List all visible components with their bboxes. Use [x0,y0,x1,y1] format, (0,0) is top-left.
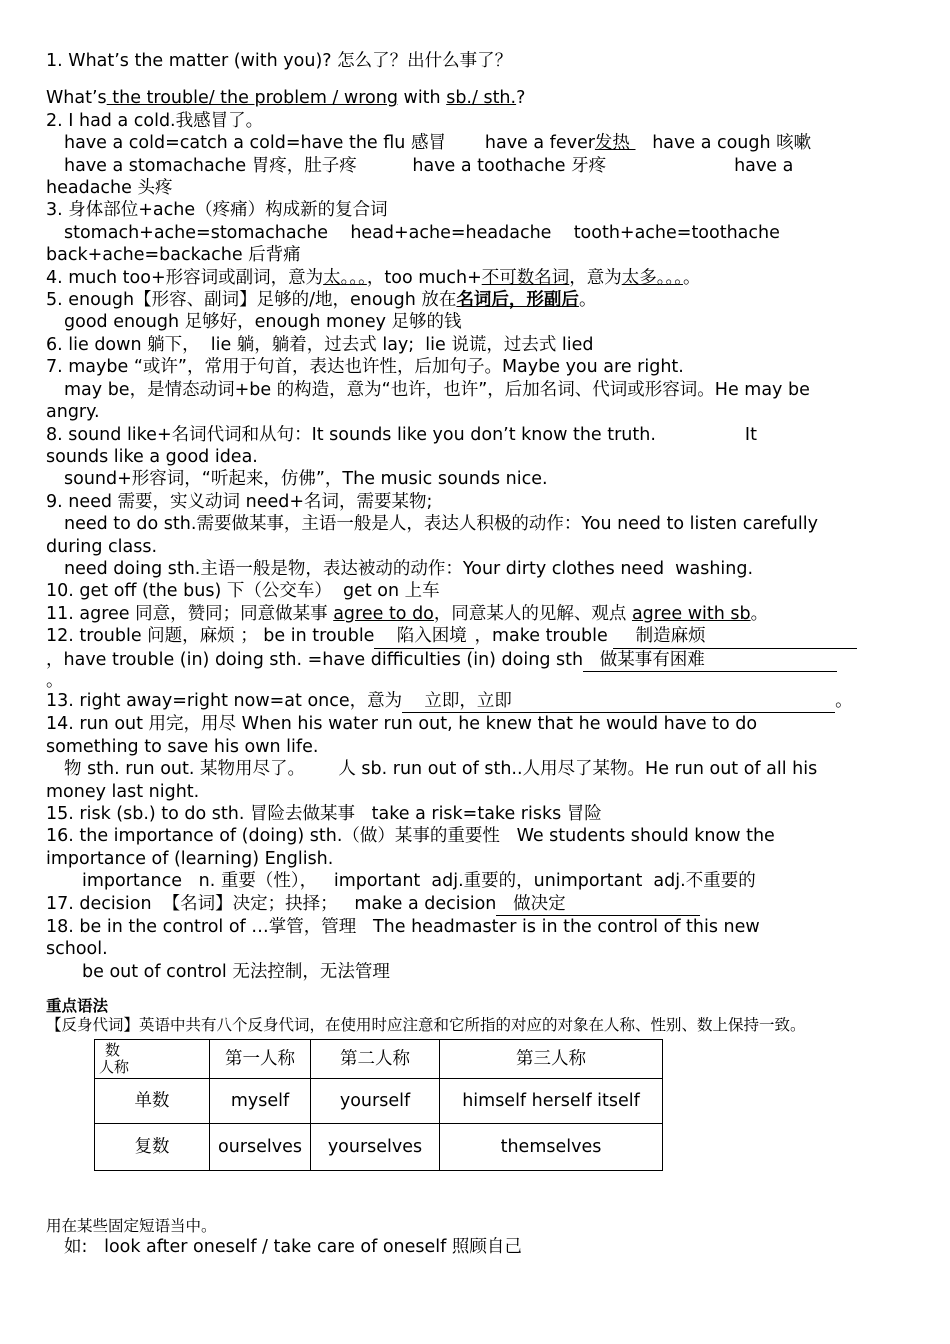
item-18-out: be out of control 无法控制，无法管理 [82,961,390,982]
item-14-usage: 物 sth. run out. 某物用尽了。 人 sb. run out of sth..人用尽了某物。He run out of all his [64,759,818,780]
item-7: 7. maybe “或许”，常用于句首，表达也许性，后加句子。Maybe you are right. [46,357,684,378]
item-9-passive: need doing sth.主语一般是物，表达被动的动作：Your dirty clothes need washing. [64,558,754,579]
item-17: 17. decision 【名词】决定；抉择； make a decision 做决定 [46,893,906,916]
item-5-examples: good enough 足够好，enough money 足够的钱 [64,312,462,333]
footer-example: 如: look after oneself / take care of oneself 照顾自己 [64,1237,522,1258]
item-1: 1. What’s the matter (with you)? 怎么了？出什么事了？ [46,51,513,71]
item-12-end: 。 [46,670,64,691]
grammar-heading: 重点语法 [46,997,109,1016]
item-5: 5. enough【形容、副词】足够的/地，enough 放在名词后，形副后。 [46,290,597,311]
item-8-cont: sounds like a good idea. [46,446,258,467]
item-13: 13. right away=right now=at once，意为 立即，立即 。 [46,690,906,713]
item-18: 18. be in the control of …掌管，管理 The headmaster is in the control of this new [46,917,760,938]
item-15: 15. risk (sb.) to do sth. 冒险去做某事 take a risk=take risks 冒险 [46,804,602,824]
item-12-cont: ，have trouble (in) doing sth. =have difficulties (in) doing sth 做某事有困难 [46,649,906,672]
table-row [95,1079,663,1124]
table-cell: myself [210,1079,311,1124]
item-16: 16. the importance of (doing) sth.（做）某事的重要性 We students should know the [46,826,775,847]
item-3: 3. 身体部位+ache（疼痛）构成新的复合词 [46,200,388,221]
table-cell: himself herself itself [440,1079,663,1124]
table-header: 第二人称 [311,1040,440,1079]
item-14-usage-cont: money last night. [46,781,200,802]
table-header: 第三人称 [440,1040,663,1079]
document-page [46,50,906,1259]
item-16-words: importance n. 重要（性）， important adj.重要的，unimportant adj.不重要的 [82,871,756,892]
table-cell: themselves [440,1124,663,1171]
item-7-cont: angry. [46,402,100,423]
reflexive-pronoun-table [94,1039,663,1171]
item-18-cont: school. [46,939,108,960]
table-header: 第一人称 [210,1040,311,1079]
table-cell: ourselves [210,1124,311,1171]
item-8: 8. sound like+名词代词和从句：It sounds like you don’t know the truth. It [46,424,757,445]
item-7-maybe: may be，是情态动词+be 的构造，意为“也许，也许”，后加名词、代词或形容词。He may be [64,379,810,400]
item-12: 12. trouble 问题，麻烦 ； be in trouble 陷入困境 ，make trouble 制造麻烦 [46,625,906,648]
item-6: 6. lie down 躺下， lie 躺，躺着，过去式 lay; lie 说谎，过去式 lied [46,334,594,355]
grammar-intro: 【反身代词】英语中共有八个反身代词，在使用时应注意和它所指的对应的对象在人称、性别、数上保持一致。 [46,1016,806,1035]
table-corner-cell: 数 人称 [95,1040,210,1079]
item-9-active: need to do sth.需要做某事，主语一般是人，表达人积极的动作：You need to listen carefully [64,514,818,535]
item-8-adj: sound+形容词，“听起来，仿佛”，The music sounds nice. [64,469,548,490]
item-4: 4. much too+形容词或副词，意为太。。。，too much+不可数名词，意为太多。。。。 [46,267,701,288]
table-row-label: 单数 [95,1079,210,1124]
item-14: 14. run out 用完，用尽 When his water run out, he knew that he would have to do [46,714,758,735]
table-cell: yourselves [311,1124,440,1171]
item-3-examples: stomach+ache=stomachache head+ache=headache tooth+ache=toothache [64,222,780,243]
table-row [95,1124,663,1171]
item-11: 11. agree 同意，赞同；同意做某事 agree to do，同意某人的见解、观点 agree with sb。 [46,603,769,624]
item-9-active-cont: during class. [46,536,158,557]
item-2-headache: headache 头疼 [46,178,173,199]
item-1-sub: What’s the trouble/ the problem / wrong with sb./ sth.? [46,88,526,109]
item-2-ache: have a stomachache 胃疼，肚子疼 have a toothache 牙疼 have a [64,155,794,176]
table-header-row [95,1040,663,1079]
item-16-cont: importance of (learning) English. [46,848,334,869]
item-9: 9. need 需要，实义动词 need+名词，需要某物; [46,491,433,512]
table-row-label: 复数 [95,1124,210,1171]
item-2: 2. I had a cold.我感冒了。 [46,110,264,131]
item-3-backache: back+ache=backache 后背痛 [46,245,301,266]
item-2-cold: have a cold=catch a cold=have the flu 感冒 have a fever发热 have a cough 咳嗽 [64,133,812,154]
item-10: 10. get off (the bus) 下（公交车） get on 上车 [46,581,440,602]
footer-note: 用在某些固定短语当中。 [46,1217,217,1236]
table-cell: yourself [311,1079,440,1124]
item-14-cont: something to save his own life. [46,736,319,757]
